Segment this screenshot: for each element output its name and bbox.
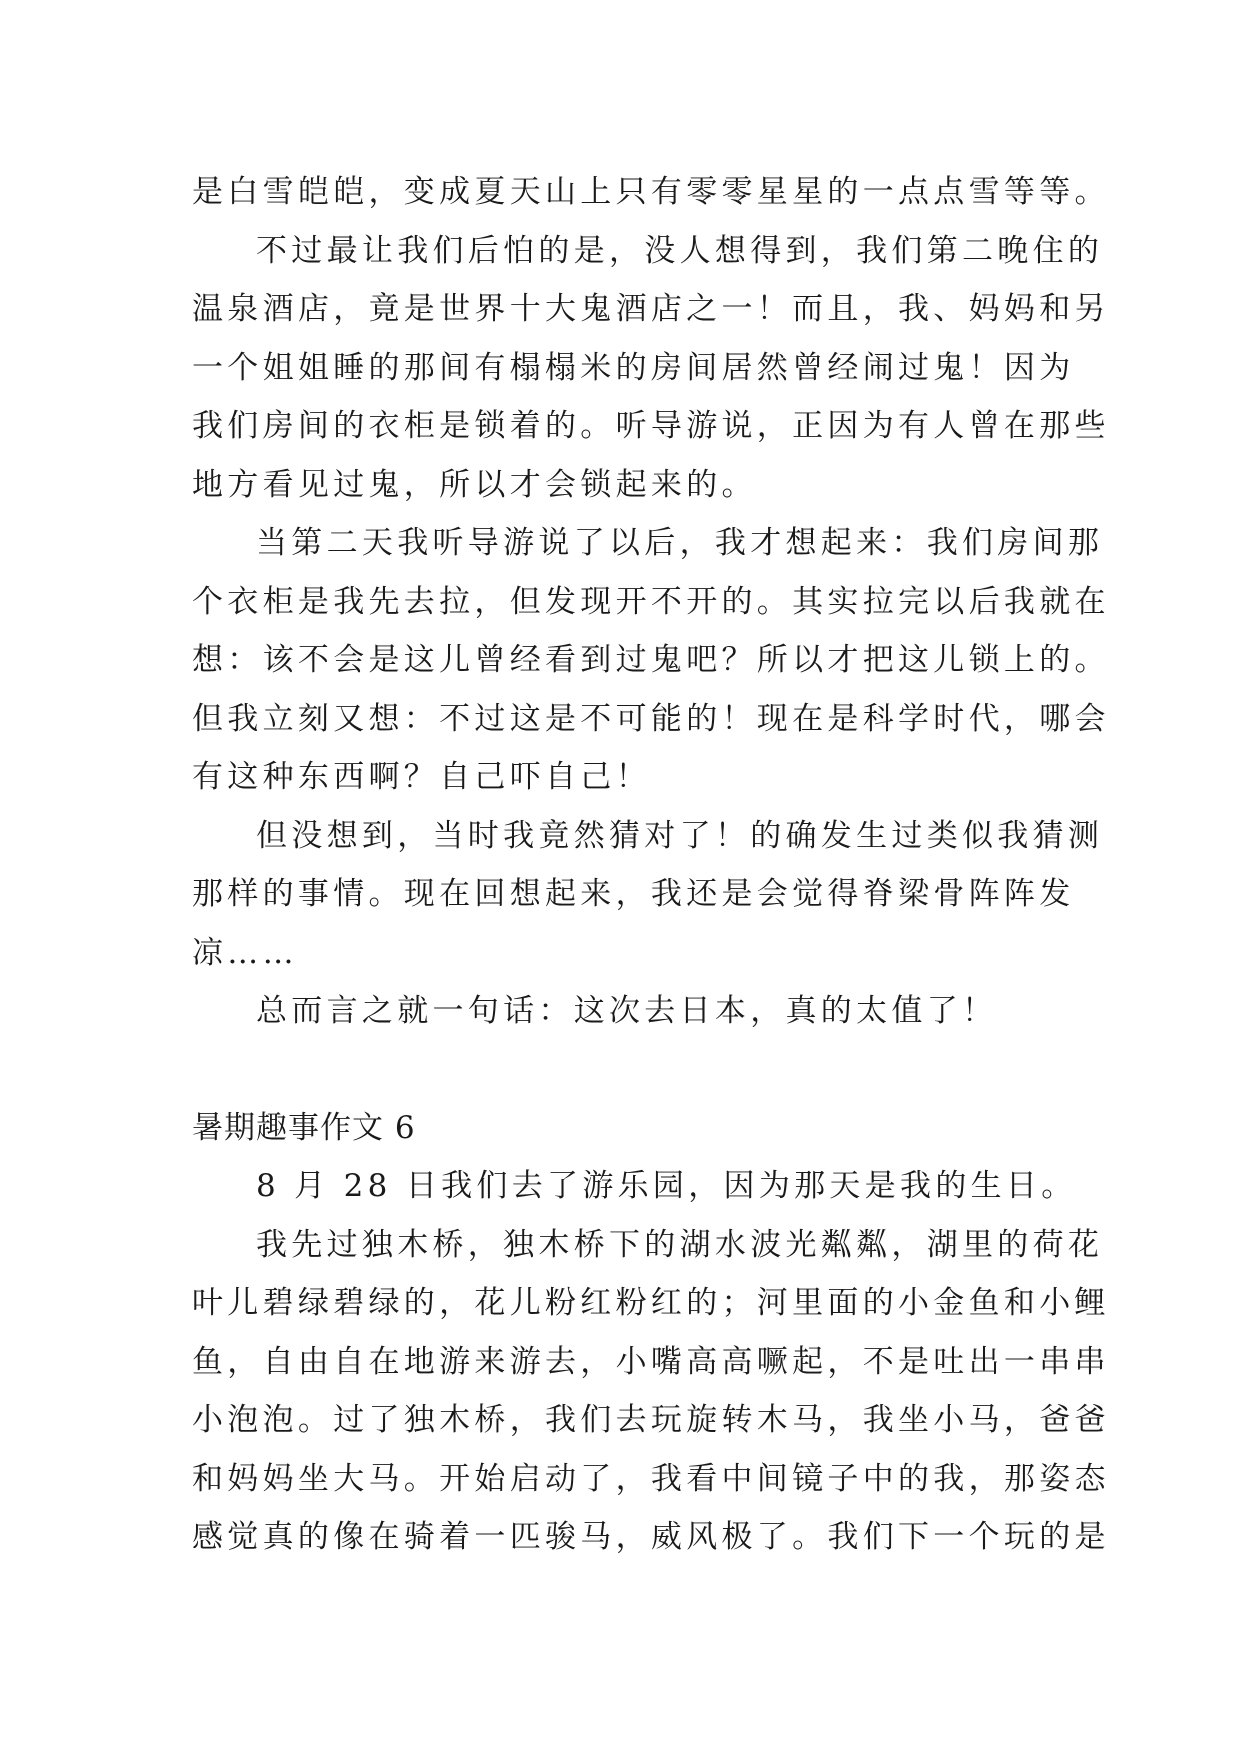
text-line: 我们房间的衣柜是锁着的。听导游说，正因为有人曾在那些: [192, 408, 1110, 444]
section-gap: [192, 1041, 1072, 1099]
text-line: 叶儿碧绿碧绿的，花儿粉红粉红的；河里面的小金鱼和小鲤: [192, 1285, 1110, 1321]
text-line: 总而言之就一句话：这次去日本，真的太值了！: [256, 993, 998, 1029]
text-line: 个衣柜是我先去拉，但发现开不开的。其实拉完以后我就在: [192, 583, 1110, 620]
text-line: 那样的事情。现在回想起来，我还是会觉得脊梁骨阵阵发: [192, 876, 1075, 912]
text-line: 温泉酒店，竟是世界十大鬼酒店之一！而且，我、妈妈和另: [192, 291, 1110, 327]
text-line: 小泡泡。过了独木桥，我们去玩旋转木马，我坐小马，爸爸: [192, 1402, 1110, 1438]
text-line: 当第二天我听导游说了以后，我才想起来：我们房间那: [256, 525, 1104, 561]
text-line: 地方看见过鬼，所以才会锁起来的。: [192, 466, 757, 503]
text-line: 感觉真的像在骑着一匹骏马，威风极了。我们下一个玩的是: [192, 1519, 1110, 1555]
text-line: 有这种东西啊？自己吓自己！: [192, 759, 651, 795]
text-line: 但没想到，当时我竟然猜对了！的确发生过类似我猜测: [256, 817, 1104, 854]
text-line: 和妈妈坐大马。开始启动了，我看中间镜子中的我，那姿态: [192, 1460, 1110, 1497]
text-line: 是白雪皑皑，变成夏天山上只有零零星星的一点点雪等等。: [192, 174, 1110, 210]
text-line: 凉……: [192, 934, 298, 971]
section-title: 暑期趣事作文 6: [192, 1109, 416, 1146]
text-line: 鱼，自由自在地游来游去，小嘴高高噘起，不是吐出一串串: [192, 1343, 1110, 1380]
text-line: 但我立刻又想：不过这是不可能的！现在是科学时代，哪会: [192, 700, 1110, 737]
text-line: 不过最让我们后怕的是，没人想得到，我们第二晚住的: [256, 232, 1104, 269]
text-line: 一个姐姐睡的那间有榻榻米的房间居然曾经闹过鬼！因为: [192, 349, 1075, 386]
document-body: [192, 163, 1110, 1567]
text-line: 我先过独木桥，独木桥下的湖水波光粼粼，湖里的荷花: [256, 1226, 1104, 1263]
text-line: 想：该不会是这儿曾经看到过鬼吧？所以才把这儿锁上的。: [192, 642, 1110, 678]
text-line: 8 月 28 日我们去了游乐园，因为那天是我的生日。: [256, 1168, 1077, 1204]
